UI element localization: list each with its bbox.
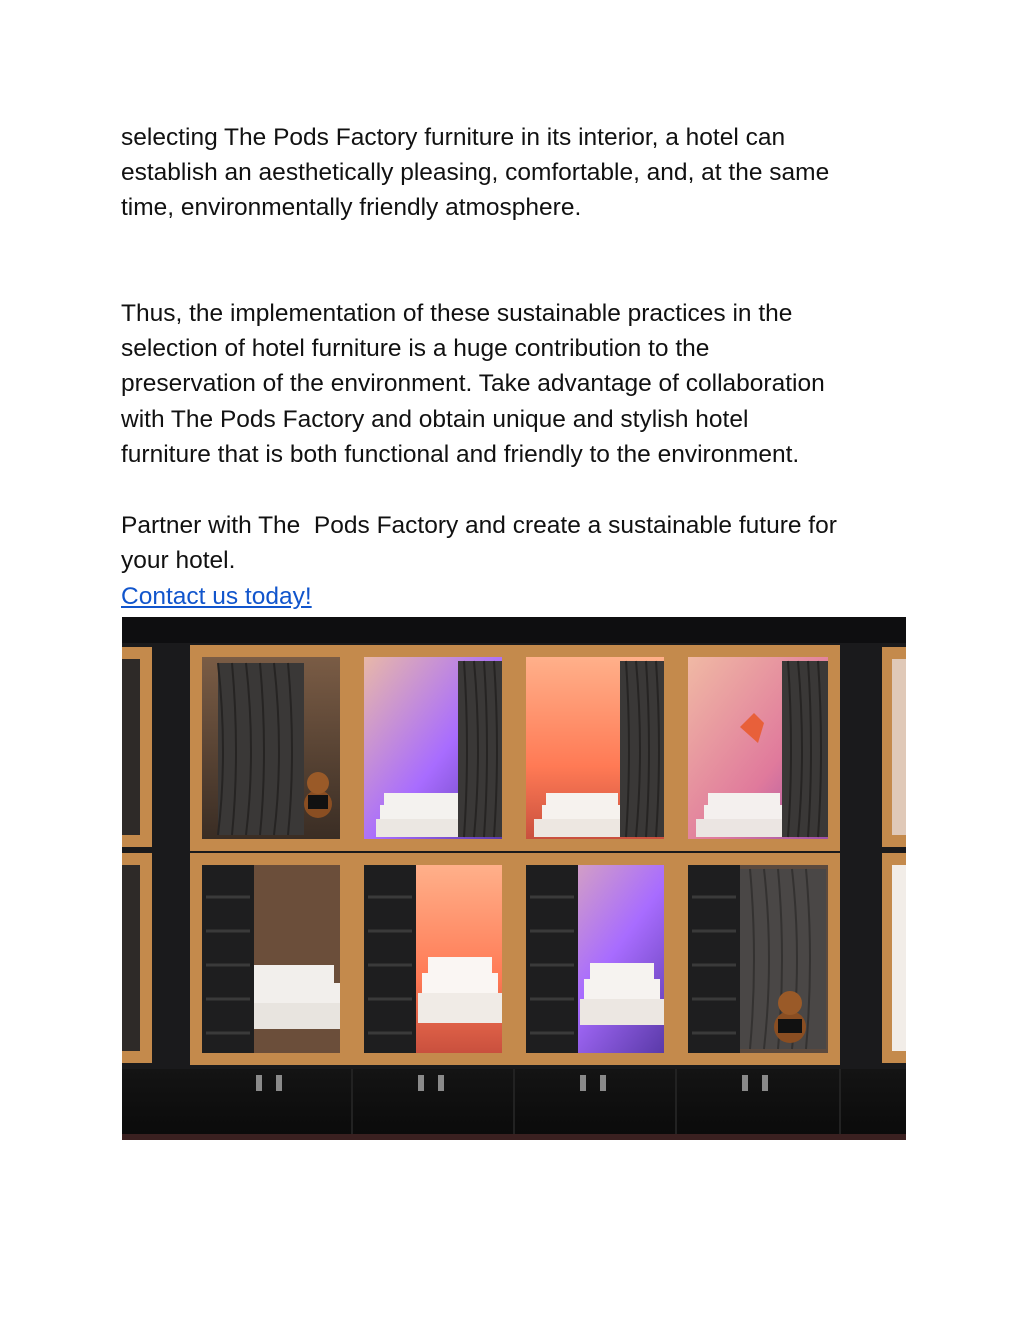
text-line: establish an aesthetically pleasing, comfortable, and, at the same (121, 159, 830, 187)
text-line: your hotel. (121, 547, 236, 575)
text-line: with The Pods Factory and obtain unique and stylish hotel (121, 405, 749, 433)
text-line: selection of hotel furniture is a huge contribution to the (121, 335, 710, 363)
contact-us-link[interactable]: Contact us today! (121, 583, 312, 610)
paragraph-3 (121, 508, 921, 578)
paragraph-2 (121, 296, 921, 472)
text-line: furniture that is both functional and friendly to the environment. (121, 440, 800, 468)
text-line: preservation of the environment. Take advantage of collaboration (121, 370, 825, 398)
text-line: Thus, the implementation of these sustainable practices in the (121, 300, 793, 327)
capsule-pods-photo (122, 617, 906, 1140)
paragraph-1 (121, 120, 921, 226)
text-line: selecting The Pods Factory furniture in its interior, a hotel can (121, 124, 786, 151)
text-line: time, environmentally friendly atmosphere. (121, 194, 582, 222)
contact-link-line (121, 579, 312, 614)
text-line: Partner with The Pods Factory and create a sustainable future for (121, 512, 837, 539)
